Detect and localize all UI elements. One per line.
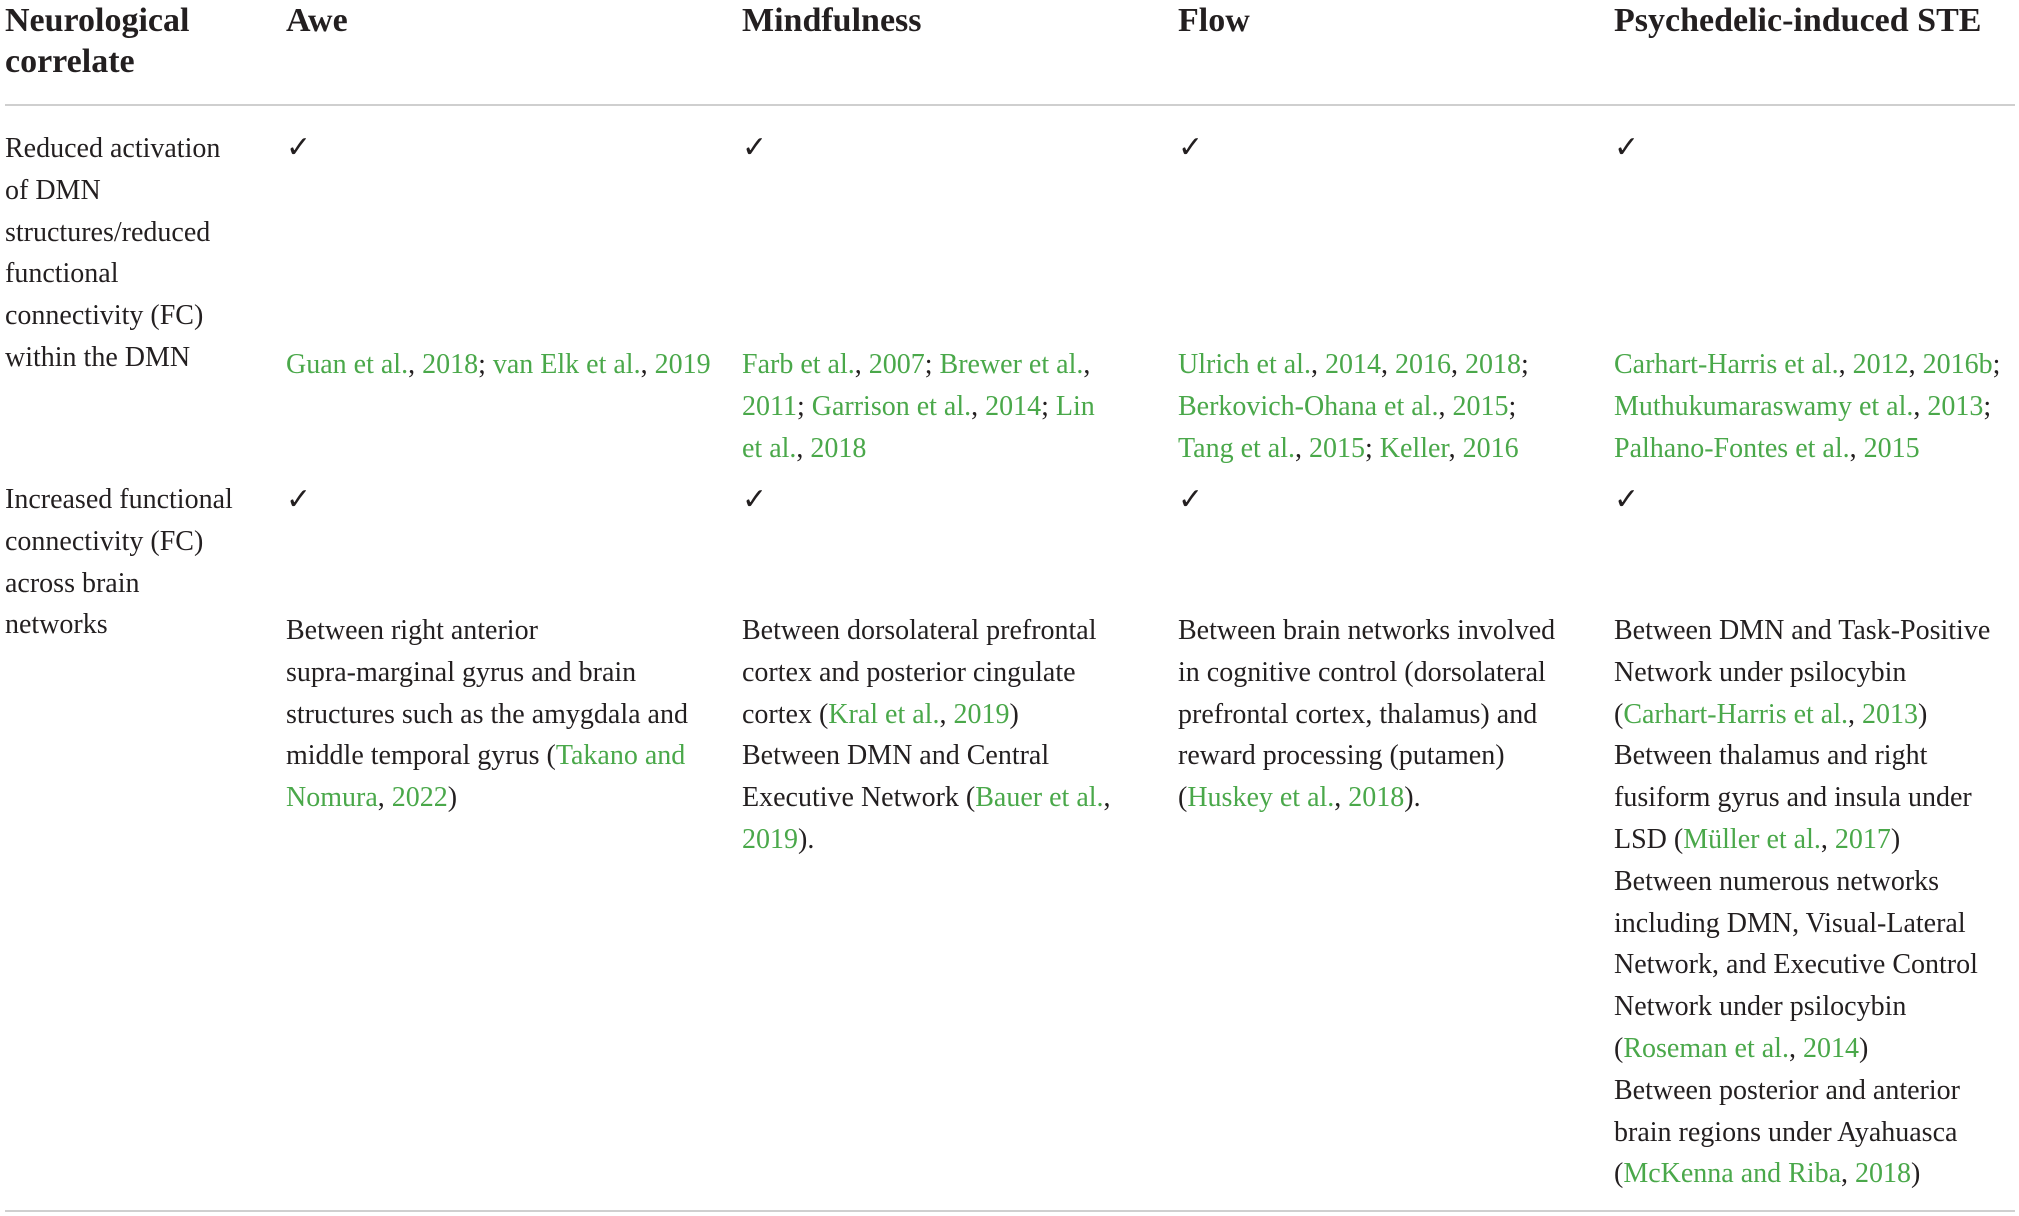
- cell-line: [286, 694, 688, 736]
- cell-line: [1178, 652, 1555, 694]
- cell-text: Between DMN and Central: [742, 740, 1050, 772]
- cell-text: ;: [1520, 349, 1529, 380]
- citation-link[interactable]: 2015: [1309, 432, 1365, 464]
- citation-link[interactable]: Brewer et al.: [939, 349, 1084, 380]
- citation-link[interactable]: 2019: [953, 698, 1010, 730]
- cell-line: [742, 777, 1111, 819]
- cell-text: (: [1614, 698, 1624, 730]
- cell-text: ;: [1508, 390, 1517, 422]
- cell-text: (: [1178, 782, 1188, 814]
- header-rule: [5, 104, 2015, 106]
- cell-text: Between DMN and Task-Positive: [1614, 615, 1991, 646]
- cell-line: [742, 386, 1095, 428]
- citation-link[interactable]: Guan et al.: [286, 349, 409, 380]
- check-mark-icon: ✓: [1614, 131, 1640, 164]
- cell-text: ,: [1820, 823, 1835, 855]
- cell-text: ,: [1849, 432, 1864, 464]
- cell-line: [286, 777, 688, 819]
- cell-line: [1614, 386, 2000, 428]
- cell-text: Network, and Executive Control: [1614, 949, 1978, 981]
- citation-link[interactable]: 2011: [742, 390, 797, 422]
- citation-link[interactable]: Tang et al.: [1178, 432, 1295, 464]
- cell-text: ;: [1992, 349, 2001, 380]
- cell-text: Between right anterior: [286, 615, 538, 646]
- cell-line: [1178, 386, 1529, 428]
- citation-link[interactable]: Carhart-Harris et al.: [1614, 349, 1839, 380]
- cell-text: LSD (: [1614, 823, 1684, 855]
- citation-link[interactable]: 2007: [868, 349, 925, 380]
- cell-text: Between numerous networks: [1614, 865, 1940, 897]
- cell-text: ,: [796, 432, 811, 464]
- citation-link[interactable]: Bauer et al.: [975, 782, 1104, 814]
- header-mindfulness: Mindfulness: [742, 2, 922, 39]
- cell-text: ,: [408, 349, 423, 380]
- cell-text: in cognitive control (dorsolateral: [1178, 656, 1546, 688]
- citation-link[interactable]: 2022: [391, 782, 448, 814]
- cell-text: ,: [1450, 349, 1465, 380]
- cell-line: [286, 735, 688, 777]
- cell-line: [1614, 344, 2000, 386]
- citation-link[interactable]: Lin: [1055, 390, 1095, 422]
- row-2-psychedelic-text: [1614, 610, 1990, 1195]
- header-line: correlate: [5, 43, 135, 80]
- cell-text: brain regions under Ayahuasca: [1614, 1116, 1958, 1148]
- row-1-mindfulness-refs: [742, 344, 1095, 469]
- cell-text: ,: [1295, 432, 1309, 464]
- cell-line: [1614, 735, 1990, 777]
- citation-link[interactable]: 2012: [1852, 349, 1909, 380]
- bottom-rule: [5, 1210, 2015, 1212]
- citation-link[interactable]: Garrison et al.: [811, 390, 972, 422]
- cell-text: ): [1918, 698, 1928, 730]
- cell-text: cortex (: [742, 698, 829, 730]
- cell-text: ,: [1448, 432, 1463, 464]
- citation-link[interactable]: 2014: [1802, 1032, 1859, 1064]
- cell-text: ,: [1310, 349, 1325, 380]
- cell-text: ;: [796, 390, 812, 422]
- cell-text: Executive Network (: [742, 782, 976, 814]
- correlate-line: Reduced activation: [5, 133, 221, 164]
- row-2-awe-text: [286, 610, 688, 819]
- citation-link[interactable]: 2017: [1834, 823, 1891, 855]
- citation-link[interactable]: Huskey et al.: [1187, 782, 1335, 814]
- cell-text: ,: [1380, 349, 1395, 380]
- check-mark-icon: ✓: [742, 131, 768, 164]
- row-1-awe-refs: [286, 344, 711, 386]
- citation-link[interactable]: Roseman et al.: [1623, 1032, 1789, 1064]
- cell-line: [1178, 344, 1529, 386]
- row-2-flow-text: [1178, 610, 1555, 819]
- citation-link[interactable]: Keller: [1379, 432, 1449, 464]
- row-2-mindfulness-text: [742, 610, 1111, 861]
- cell-line: [742, 819, 1111, 861]
- cell-text: cortex and posterior cingulate: [742, 656, 1076, 688]
- citation-link[interactable]: Farb et al.: [742, 349, 855, 380]
- cell-line: [1614, 819, 1990, 861]
- check-mark-icon: ✓: [1178, 131, 1204, 164]
- citation-link[interactable]: Palhano-Fontes et al.: [1614, 432, 1850, 464]
- cell-line: [1614, 777, 1990, 819]
- check-mark-icon: ✓: [286, 483, 312, 516]
- citation-link[interactable]: 2014: [985, 390, 1042, 422]
- citation-link[interactable]: Takano and: [555, 740, 686, 772]
- cell-line: [1614, 428, 2000, 470]
- correlate-line: Increased functional: [5, 484, 233, 515]
- check-mark-icon: ✓: [1614, 483, 1640, 516]
- row-2-correlate: [5, 479, 233, 646]
- check-mark-icon: ✓: [1178, 483, 1204, 516]
- cell-text: ;: [1983, 390, 1992, 422]
- citation-link[interactable]: Carhart-Harris et al.: [1623, 698, 1848, 730]
- cell-line: [1614, 1028, 1990, 1070]
- citation-link[interactable]: Berkovich-Ohana et al.: [1178, 390, 1439, 422]
- citation-link[interactable]: 2018: [1464, 349, 1521, 380]
- correlate-line: within the DMN: [5, 341, 191, 373]
- citation-link[interactable]: 2016: [1394, 349, 1451, 380]
- cell-text: ,: [971, 390, 986, 422]
- citation-link[interactable]: 2019: [742, 823, 798, 855]
- cell-text: Between dorsolateral prefrontal: [742, 615, 1097, 646]
- cell-text: Network under psilocybin: [1614, 991, 1907, 1023]
- cell-line: [742, 344, 1095, 386]
- cell-text: supra-marginal gyrus and brain: [286, 656, 637, 688]
- citation-link[interactable]: 2018: [1348, 782, 1405, 814]
- check-mark-icon: ✓: [742, 483, 768, 516]
- cell-text: structures such as the amygdala and: [286, 698, 688, 730]
- cell-text: ,: [1841, 1158, 1856, 1190]
- cell-text: middle temporal gyrus (: [286, 740, 556, 772]
- check-mark-icon: ✓: [286, 131, 312, 164]
- cell-text: ,: [1908, 349, 1923, 380]
- citation-link[interactable]: 2018: [1855, 1158, 1912, 1190]
- cell-text: ): [1009, 698, 1019, 730]
- cell-text: ,: [1103, 782, 1111, 814]
- citation-link[interactable]: 2014: [1324, 349, 1381, 380]
- citation-link[interactable]: Kral et al.: [828, 698, 940, 730]
- cell-line: [1614, 944, 1990, 986]
- row-1-flow-refs: [1178, 344, 1529, 469]
- cell-text: (: [1614, 1032, 1624, 1064]
- cell-line: [286, 344, 711, 386]
- cell-line: [742, 428, 1095, 470]
- cell-text: reward processing (putamen): [1178, 740, 1505, 772]
- cell-text: (: [1614, 1158, 1624, 1190]
- citation-link[interactable]: McKenna and Riba: [1623, 1158, 1842, 1190]
- cell-text: ): [1890, 823, 1901, 855]
- cell-line: [1614, 986, 1990, 1028]
- cell-line: [1614, 694, 1990, 736]
- citation-link[interactable]: 2018: [422, 349, 479, 380]
- header-flow: Flow: [1178, 2, 1250, 39]
- citation-link[interactable]: van Elk et al.: [492, 349, 641, 380]
- citation-link[interactable]: Müller et al.: [1683, 823, 1821, 855]
- cell-text: ,: [939, 698, 954, 730]
- cell-text: fusiform gyrus and insula under: [1614, 782, 1972, 814]
- cell-line: [1614, 1153, 1990, 1195]
- cell-text: ;: [478, 349, 493, 380]
- correlate-line: across brain: [5, 567, 140, 599]
- citation-link[interactable]: Nomura: [286, 782, 378, 814]
- citation-link[interactable]: 2016: [1462, 432, 1519, 464]
- cell-line: [1178, 777, 1555, 819]
- cell-text: ,: [1838, 349, 1853, 380]
- cell-line: [286, 610, 688, 652]
- cell-text: including DMN, Visual-Lateral: [1614, 907, 1966, 939]
- correlate-line: networks: [5, 609, 108, 641]
- cell-text: Between brain networks involved: [1178, 615, 1556, 646]
- citation-link[interactable]: 2016b: [1922, 349, 1993, 380]
- correlate-line: connectivity (FC): [5, 525, 204, 557]
- cell-text: ): [1911, 1158, 1921, 1190]
- citation-link[interactable]: Ulrich et al.: [1178, 349, 1311, 380]
- cell-text: Between thalamus and right: [1614, 740, 1928, 772]
- citation-link[interactable]: et al.: [742, 432, 797, 464]
- citation-link[interactable]: Muthukumaraswamy et al.: [1614, 390, 1914, 422]
- cell-line: [742, 735, 1111, 777]
- cell-text: ,: [1848, 698, 1862, 730]
- cell-line: [742, 610, 1111, 652]
- cell-text: ,: [1334, 782, 1349, 814]
- cell-line: [1178, 428, 1529, 470]
- citation-link[interactable]: 2013: [1862, 698, 1918, 730]
- cell-text: ,: [1083, 349, 1091, 380]
- cell-text: Network under psilocybin: [1614, 656, 1907, 688]
- cell-text: ,: [1438, 390, 1453, 422]
- cell-line: [742, 652, 1111, 694]
- citation-link[interactable]: 2018: [810, 432, 867, 464]
- cell-line: [1178, 694, 1555, 736]
- cell-text: ;: [1041, 390, 1056, 422]
- cell-line: [1178, 735, 1555, 777]
- cell-text: ): [1858, 1032, 1869, 1064]
- header-line: Neurological: [5, 2, 190, 39]
- cell-text: ;: [924, 349, 940, 380]
- cell-text: ).: [798, 823, 815, 855]
- cell-text: ,: [640, 349, 655, 380]
- cell-line: [1614, 652, 1990, 694]
- cell-text: prefrontal cortex, thalamus) and: [1178, 698, 1538, 730]
- cell-line: [1614, 1070, 1990, 1112]
- correlate-line: functional: [5, 258, 119, 290]
- header-neurological-correlate: [5, 0, 189, 82]
- cell-text: ,: [854, 349, 869, 380]
- cell-line: [1614, 861, 1990, 903]
- citation-link[interactable]: 2019: [654, 349, 711, 380]
- citation-link[interactable]: 2015: [1452, 390, 1509, 422]
- cell-text: Between posterior and anterior: [1614, 1074, 1960, 1106]
- cell-line: [286, 652, 688, 694]
- cell-line: [1614, 610, 1990, 652]
- cell-line: [1614, 1112, 1990, 1154]
- correlate-line: structures/reduced: [5, 216, 211, 248]
- cell-text: ,: [377, 782, 392, 814]
- cell-line: [1178, 610, 1555, 652]
- correlate-line: connectivity (FC): [5, 300, 204, 332]
- row-1-psychedelic-refs: [1614, 344, 2000, 469]
- header-psychedelic-ste: Psychedelic-induced STE: [1614, 2, 1982, 39]
- cell-line: [1614, 903, 1990, 945]
- row-1-correlate: [5, 128, 220, 379]
- header-awe: Awe: [286, 2, 348, 39]
- citation-link[interactable]: 2013: [1927, 390, 1984, 422]
- cell-text: ,: [1913, 390, 1928, 422]
- cell-text: ): [447, 782, 458, 814]
- correlate-line: of DMN: [5, 174, 101, 206]
- cell-line: [742, 694, 1111, 736]
- cell-text: ;: [1365, 432, 1380, 464]
- cell-text: ).: [1404, 782, 1421, 814]
- cell-text: ,: [1788, 1032, 1803, 1064]
- citation-link[interactable]: 2015: [1863, 432, 1920, 464]
